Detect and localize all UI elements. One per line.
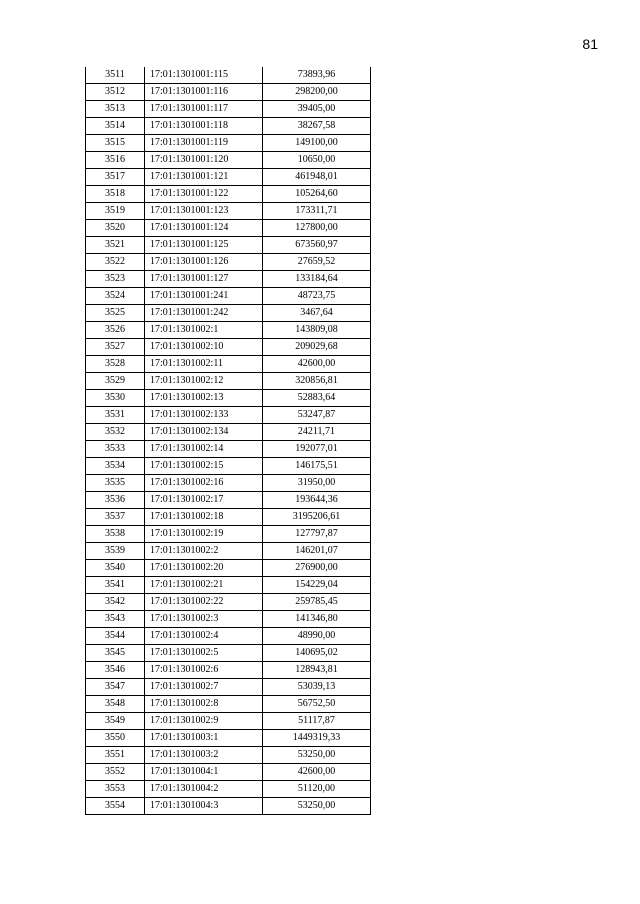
table-row [86,101,371,118]
cadastral-value-cell: 127797,87 [263,526,371,543]
cadastral-number-cell: 17:01:1301002:134 [145,424,263,441]
cadastral-value-cell: 48723,75 [263,288,371,305]
cadastral-value-cell: 38267,58 [263,118,371,135]
cadastral-number-cell: 17:01:1301001:119 [145,135,263,152]
cadastral-value-cell: 48990,00 [263,628,371,645]
row-number-cell: 3539 [86,543,145,560]
cadastral-number-cell: 17:01:1301002:2 [145,543,263,560]
cadastral-number-cell: 17:01:1301001:116 [145,84,263,101]
cadastral-number-cell: 17:01:1301002:1 [145,322,263,339]
table-row [86,288,371,305]
cadastral-number-cell: 17:01:1301001:117 [145,101,263,118]
table-row [86,84,371,101]
table-row [86,713,371,730]
row-number-cell: 3517 [86,169,145,186]
row-number-cell: 3536 [86,492,145,509]
cadastral-value-cell: 51117,87 [263,713,371,730]
table-row [86,67,371,84]
table-row [86,577,371,594]
cadastral-number-cell: 17:01:1301002:19 [145,526,263,543]
cadastral-value-cell: 53250,00 [263,798,371,815]
cadastral-value-cell: 259785,45 [263,594,371,611]
row-number-cell: 3550 [86,730,145,747]
cadastral-number-cell: 17:01:1301002:9 [145,713,263,730]
row-number-cell: 3519 [86,203,145,220]
cadastral-value-cell: 673560,97 [263,237,371,254]
cadastral-number-cell: 17:01:1301002:14 [145,441,263,458]
row-number-cell: 3524 [86,288,145,305]
cadastral-value-cell: 154229,04 [263,577,371,594]
table-row [86,390,371,407]
table-row [86,526,371,543]
table-row [86,118,371,135]
row-number-cell: 3525 [86,305,145,322]
cadastral-number-cell: 17:01:1301002:22 [145,594,263,611]
cadastral-number-cell: 17:01:1301002:18 [145,509,263,526]
table-row [86,237,371,254]
table-row [86,322,371,339]
cadastral-value-table [85,67,371,815]
row-number-cell: 3540 [86,560,145,577]
cadastral-number-cell: 17:01:1301002:17 [145,492,263,509]
table-row [86,611,371,628]
table-row [86,747,371,764]
table-row [86,594,371,611]
cadastral-number-cell: 17:01:1301002:133 [145,407,263,424]
table-row [86,628,371,645]
cadastral-number-cell: 17:01:1301001:118 [145,118,263,135]
table-body [86,67,371,815]
row-number-cell: 3534 [86,458,145,475]
row-number-cell: 3549 [86,713,145,730]
cadastral-number-cell: 17:01:1301004:1 [145,764,263,781]
cadastral-value-cell: 53247,87 [263,407,371,424]
row-number-cell: 3527 [86,339,145,356]
table-row [86,560,371,577]
row-number-cell: 3552 [86,764,145,781]
row-number-cell: 3522 [86,254,145,271]
table-row [86,220,371,237]
cadastral-value-cell: 31950,00 [263,475,371,492]
table-row [86,135,371,152]
row-number-cell: 3537 [86,509,145,526]
table-row [86,424,371,441]
page-number: 81 [582,36,598,52]
cadastral-number-cell: 17:01:1301002:7 [145,679,263,696]
table-row [86,254,371,271]
row-number-cell: 3535 [86,475,145,492]
cadastral-value-cell: 133184,64 [263,271,371,288]
cadastral-number-cell: 17:01:1301001:125 [145,237,263,254]
row-number-cell: 3514 [86,118,145,135]
row-number-cell: 3546 [86,662,145,679]
cadastral-number-cell: 17:01:1301002:12 [145,373,263,390]
row-number-cell: 3542 [86,594,145,611]
cadastral-value-cell: 276900,00 [263,560,371,577]
row-number-cell: 3511 [86,67,145,84]
cadastral-number-cell: 17:01:1301001:122 [145,186,263,203]
cadastral-number-cell: 17:01:1301002:6 [145,662,263,679]
table-row [86,186,371,203]
cadastral-number-cell: 17:01:1301002:11 [145,356,263,373]
cadastral-value-cell: 128943,81 [263,662,371,679]
cadastral-value-cell: 10650,00 [263,152,371,169]
table-row [86,475,371,492]
cadastral-number-cell: 17:01:1301002:3 [145,611,263,628]
table-row [86,441,371,458]
cadastral-number-cell: 17:01:1301001:124 [145,220,263,237]
cadastral-value-cell: 320856,81 [263,373,371,390]
cadastral-value-cell: 51120,00 [263,781,371,798]
row-number-cell: 3548 [86,696,145,713]
cadastral-number-cell: 17:01:1301003:2 [145,747,263,764]
table-row [86,407,371,424]
cadastral-number-cell: 17:01:1301004:3 [145,798,263,815]
cadastral-value-cell: 173311,71 [263,203,371,220]
cadastral-value-cell: 146201,07 [263,543,371,560]
cadastral-value-cell: 149100,00 [263,135,371,152]
cadastral-number-cell: 17:01:1301002:10 [145,339,263,356]
row-number-cell: 3518 [86,186,145,203]
cadastral-number-cell: 17:01:1301001:126 [145,254,263,271]
cadastral-number-cell: 17:01:1301001:120 [145,152,263,169]
cadastral-number-cell: 17:01:1301002:15 [145,458,263,475]
row-number-cell: 3532 [86,424,145,441]
cadastral-value-cell: 53039,13 [263,679,371,696]
row-number-cell: 3513 [86,101,145,118]
cadastral-number-cell: 17:01:1301002:21 [145,577,263,594]
row-number-cell: 3515 [86,135,145,152]
cadastral-value-cell: 146175,51 [263,458,371,475]
table-row [86,203,371,220]
cadastral-value-cell: 42600,00 [263,764,371,781]
cadastral-value-cell: 209029,68 [263,339,371,356]
cadastral-value-cell: 39405,00 [263,101,371,118]
row-number-cell: 3541 [86,577,145,594]
cadastral-value-cell: 140695,02 [263,645,371,662]
cadastral-value-cell: 143809,08 [263,322,371,339]
cadastral-value-cell: 141346,80 [263,611,371,628]
cadastral-value-cell: 73893,96 [263,67,371,84]
cadastral-value-cell: 27659,52 [263,254,371,271]
cadastral-number-cell: 17:01:1301003:1 [145,730,263,747]
row-number-cell: 3512 [86,84,145,101]
row-number-cell: 3516 [86,152,145,169]
row-number-cell: 3543 [86,611,145,628]
table-row [86,696,371,713]
table-row [86,781,371,798]
row-number-cell: 3528 [86,356,145,373]
row-number-cell: 3520 [86,220,145,237]
cadastral-number-cell: 17:01:1301002:8 [145,696,263,713]
row-number-cell: 3530 [86,390,145,407]
cadastral-value-cell: 24211,71 [263,424,371,441]
row-number-cell: 3545 [86,645,145,662]
row-number-cell: 3521 [86,237,145,254]
cadastral-number-cell: 17:01:1301001:127 [145,271,263,288]
table-row [86,356,371,373]
cadastral-number-cell: 17:01:1301001:115 [145,67,263,84]
cadastral-number-cell: 17:01:1301001:123 [145,203,263,220]
cadastral-value-cell: 461948,01 [263,169,371,186]
cadastral-value-cell: 53250,00 [263,747,371,764]
table-row [86,271,371,288]
cadastral-value-cell: 56752,50 [263,696,371,713]
cadastral-value-cell: 192077,01 [263,441,371,458]
cadastral-number-cell: 17:01:1301002:5 [145,645,263,662]
row-number-cell: 3526 [86,322,145,339]
cadastral-number-cell: 17:01:1301002:16 [145,475,263,492]
table-row [86,458,371,475]
table-row [86,645,371,662]
table-row [86,798,371,815]
cadastral-value-cell: 42600,00 [263,356,371,373]
cadastral-value-cell: 52883,64 [263,390,371,407]
table-row [86,509,371,526]
table-row [86,152,371,169]
row-number-cell: 3554 [86,798,145,815]
row-number-cell: 3523 [86,271,145,288]
row-number-cell: 3533 [86,441,145,458]
cadastral-value-cell: 105264,60 [263,186,371,203]
row-number-cell: 3538 [86,526,145,543]
cadastral-value-cell: 3195206,61 [263,509,371,526]
table-row [86,305,371,322]
cadastral-value-cell: 1449319,33 [263,730,371,747]
table-row [86,492,371,509]
table-row [86,169,371,186]
table-row [86,543,371,560]
cadastral-number-cell: 17:01:1301004:2 [145,781,263,798]
table-row [86,339,371,356]
table-row [86,679,371,696]
cadastral-value-cell: 193644,36 [263,492,371,509]
row-number-cell: 3544 [86,628,145,645]
cadastral-number-cell: 17:01:1301002:4 [145,628,263,645]
table-row [86,764,371,781]
cadastral-number-cell: 17:01:1301001:241 [145,288,263,305]
cadastral-number-cell: 17:01:1301001:242 [145,305,263,322]
row-number-cell: 3547 [86,679,145,696]
cadastral-value-cell: 3467,64 [263,305,371,322]
row-number-cell: 3531 [86,407,145,424]
table-row [86,373,371,390]
row-number-cell: 3529 [86,373,145,390]
table-row [86,662,371,679]
cadastral-value-cell: 298200,00 [263,84,371,101]
cadastral-number-cell: 17:01:1301001:121 [145,169,263,186]
row-number-cell: 3553 [86,781,145,798]
cadastral-number-cell: 17:01:1301002:20 [145,560,263,577]
table-row [86,730,371,747]
row-number-cell: 3551 [86,747,145,764]
cadastral-value-cell: 127800,00 [263,220,371,237]
cadastral-number-cell: 17:01:1301002:13 [145,390,263,407]
